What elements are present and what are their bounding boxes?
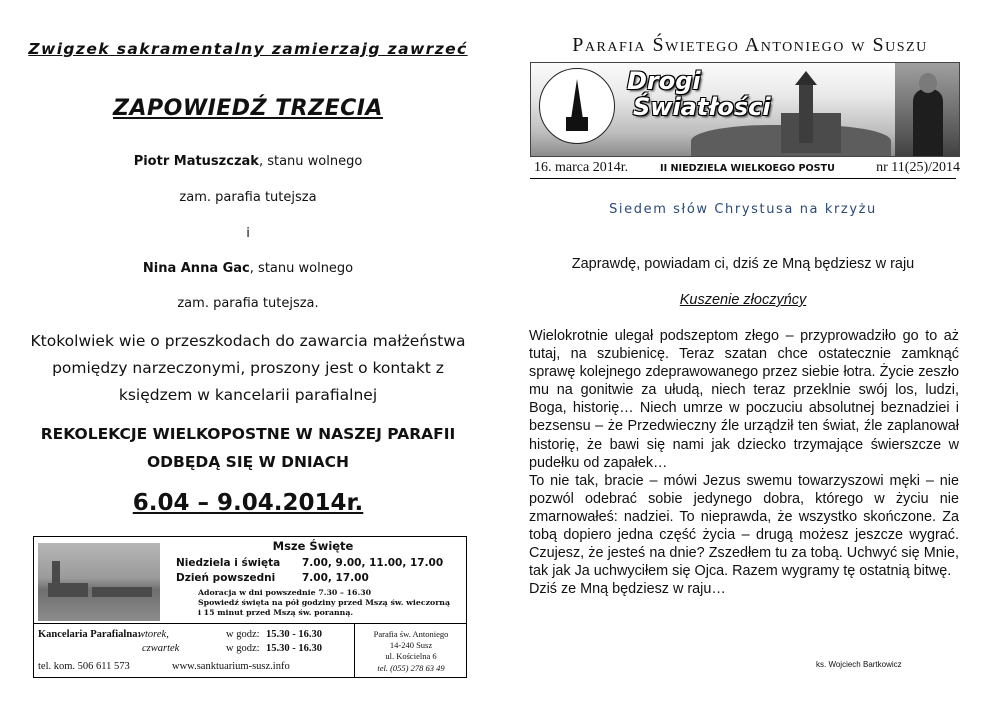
- conjunction: i: [246, 226, 250, 241]
- article-title: Kuszenie złoczyńcy: [679, 292, 807, 308]
- objection-notice: Ktokolwiek wie o przeszkodach do zawarcia małżeństwa pomiędzy narzeczonymi, proszony jest o kontakt z księdzem w kancelarii parafialnej: [30, 332, 466, 404]
- office-hours-label-1: w godz:: [226, 629, 260, 640]
- confession-note-1: Spowiedź święta na pół godziny przed Mszą św. wieczorną: [198, 598, 451, 607]
- bride-status: , stanu wolnego: [249, 261, 354, 276]
- adoration-note: Adoracja w dni powszednie 7.30 – 16.30: [198, 588, 372, 597]
- groom-address: zam. parafia tutejsza: [179, 190, 317, 205]
- groom-line: [0, 154, 496, 169]
- retreat-announcement: [0, 420, 496, 476]
- office-phone: tel. kom. 506 611 573: [38, 661, 130, 672]
- groom-name: Piotr Matuszczak: [133, 154, 259, 169]
- retreat-line-1: REKOLEKCJE WIELKOPOSTNE W NASZEJ PARAFII: [40, 425, 456, 443]
- bride-name: Nina Anna Gac: [142, 261, 250, 276]
- retreat-dates: 6.04 – 9.04.2014r.: [132, 490, 364, 516]
- box-divider: [34, 623, 466, 624]
- church-image: [781, 83, 841, 153]
- retreat-line-2: ODBĘDĄ SIĘ W DNIACH: [146, 453, 350, 471]
- confession-note-2: i 15 minut przed Mszą św. poranną.: [198, 608, 354, 617]
- mass-schedule-box: [33, 536, 467, 678]
- office-hours-2: 15.30 - 16.30: [266, 643, 322, 654]
- article-paragraph-3: Dziś ze Mną będziesz w raju…: [529, 581, 726, 598]
- groom-status: , stanu wolnego: [258, 154, 363, 169]
- banner-title-line-1: Drogi: [627, 67, 701, 95]
- office-day-2: czwartek: [142, 643, 180, 654]
- office-hours-1: 15.30 - 16.30: [266, 629, 322, 640]
- weekday-times: 7.00, 17.00: [302, 572, 369, 584]
- banns-title: ZAPOWIEDŹ TRZECIA: [113, 96, 383, 121]
- issue-date: 16. marca 2014r.: [534, 160, 629, 175]
- office-day-1: wtorek,: [138, 629, 169, 640]
- town-photo: [38, 543, 160, 621]
- weekday-label: Dzień powszedni: [176, 572, 276, 584]
- article-paragraph-1: Wielokrotnie ulegał podszeptom złego – przyprowadziło go to aż tutaj, na szubienicę. Teraz szatan chce ostatecznie zamknąć sprawę kolejnego zdeprawowanego przez siebie łotra. Życie zeszło mu na gonitwie za ułudą, niech teraz przeklnie swój los, ludzi, Boga, historię… Niech umrze w poczuciu absolutnej beznadziei i bezsensu – że Przedwieczny źle urządził ten świat, źle zaplanował historię, że bawi się nami jak dziecko trzymające świerszcze w pudełku od zapałek…: [529, 328, 959, 471]
- saint-anthony-image: [895, 63, 959, 157]
- scripture-quote: Zaprawdę, powiadam ci, dziś ze Mną będziesz w raju: [571, 256, 915, 272]
- announcement-heading: Zwigzek sakramentalny zamierzajg zawrzeć: [28, 40, 468, 58]
- right-page: [496, 0, 992, 701]
- sunday-label: Niedziela i święta: [176, 557, 281, 569]
- bride-line: [0, 261, 496, 276]
- liturgical-sunday: II NIEDZIELA WIELKOEGO POSTU: [660, 163, 835, 174]
- issue-number: nr 11(25)/2014: [876, 160, 960, 175]
- bride-address: zam. parafia tutejsza.: [177, 296, 319, 311]
- series-subtitle: Siedem słów Chrystusa na krzyżu: [609, 202, 877, 217]
- parish-seal-icon: [539, 68, 615, 144]
- office-hours-label-2: w godz:: [226, 643, 260, 654]
- parish-website[interactable]: www.sanktuarium-susz.info: [172, 661, 290, 672]
- sunday-times: 7.00, 9.00, 11.00, 17.00: [302, 557, 444, 569]
- office-label: Kancelaria Parafialna:: [38, 629, 141, 640]
- newsletter-banner: [530, 62, 960, 157]
- parish-name: Parafia Świetego Antoniego w Suszu: [572, 34, 928, 56]
- article-paragraph-2: To nie tak, bracie – mówi Jezus swemu towarzyszowi męki – nie pozwól odebrać sobie jedynego dobra, którego w życiu nie zmarnowałeś: nadziei. To nieprawda, że wszystko skończone. Za tobą dopiero jedna część życia – drugą możesz jeszcze wygrać. Czujesz, że jesteś na dnie? Zszedłem tu za tobą. Uchwyć się Mnie, tak jak Ja uchwyciłem się Ojca. Razem wygramy tę ostatnią bitwę.: [529, 472, 959, 580]
- address-phone: tel. (055) 278 63 49: [377, 663, 445, 673]
- issue-info-bar: [530, 160, 960, 179]
- address-line-2: 14-240 Susz: [389, 640, 433, 650]
- address-line-1: Parafia św. Antoniego: [373, 629, 449, 639]
- banner-title-line-2: Światłości: [633, 93, 771, 121]
- article-body: [529, 327, 959, 598]
- masses-heading: Msze Święte: [272, 539, 354, 553]
- address-line-3: ul. Kościelna 6: [385, 651, 437, 661]
- author-signature: ks. Wojciech Bartkowicz: [816, 660, 902, 669]
